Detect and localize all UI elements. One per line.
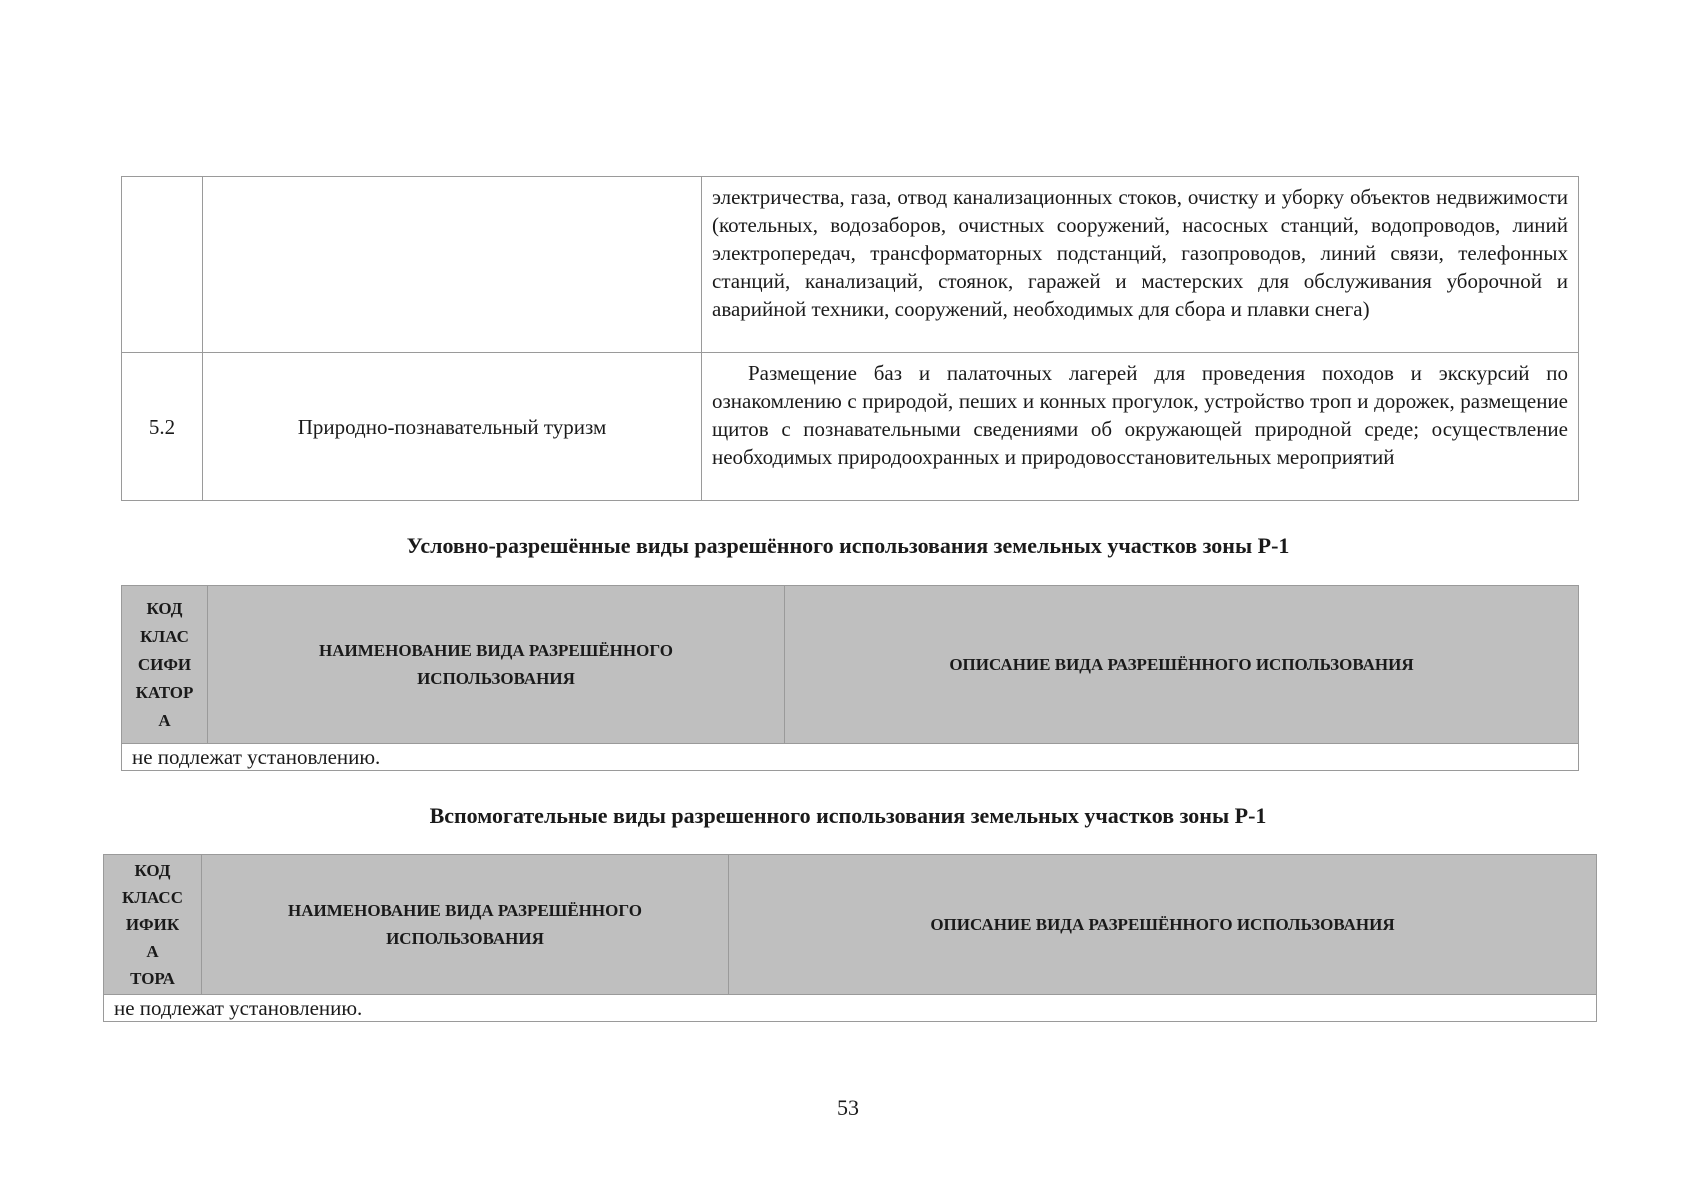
- name-column-header: НАИМЕНОВАНИЕ ВИДА РАЗРЕШЁННОГО ИСПОЛЬЗОВАНИЯ: [202, 855, 729, 995]
- header-line: КЛАС: [140, 626, 189, 646]
- conditional-uses-table: [121, 585, 1579, 771]
- header-line: КАТОР: [135, 682, 194, 702]
- header-line: КОД: [134, 861, 171, 880]
- code-cell: 5.2: [122, 353, 203, 501]
- header-line: ИФИК: [125, 915, 180, 934]
- header-line: А: [146, 942, 159, 961]
- name-column-header: НАИМЕНОВАНИЕ ВИДА РАЗРЕШЁННОГО ИСПОЛЬЗОВАНИЯ: [208, 586, 785, 744]
- auxiliary-uses-table: [103, 854, 1597, 1022]
- page-number: 53: [837, 1095, 859, 1120]
- note-cell: не подлежат установлению.: [104, 995, 1597, 1022]
- table-row: [104, 995, 1597, 1022]
- name-cell: [203, 177, 702, 353]
- table-row: [122, 177, 1579, 353]
- header-line: ТОРА: [130, 969, 175, 988]
- permitted-uses-table-continued: [121, 176, 1579, 501]
- note-cell: не подлежат установлению.: [122, 744, 1579, 771]
- table-header-row: [104, 855, 1597, 995]
- description-cell: электричества, газа, отвод канализационных стоков, очистку и уборку объектов недвижимости (котельных, водозаборов, очистных сооружений, насосных станций, водопроводов, линий электропередач, трансформаторных подстанций, газопроводов, линий связи, телефонных станций, канализаций, стоянок, гаражей и мастерских для обслуживания уборочной и аварийной техники, сооружений, необходимых для сбора и плавки снега): [702, 177, 1579, 353]
- code-column-header: [122, 586, 208, 744]
- auxiliary-uses-heading: Вспомогательные виды разрешенного использования земельных участков зоны Р-1: [429, 803, 1267, 828]
- table-header-row: [122, 586, 1579, 744]
- description-column-header: ОПИСАНИЕ ВИДА РАЗРЕШЁННОГО ИСПОЛЬЗОВАНИЯ: [729, 855, 1597, 995]
- description-column-header: ОПИСАНИЕ ВИДА РАЗРЕШЁННОГО ИСПОЛЬЗОВАНИЯ: [785, 586, 1579, 744]
- conditional-uses-heading: Условно-разрешённые виды разрешённого использования земельных участков зоны Р-1: [406, 533, 1290, 558]
- table-row: [122, 353, 1579, 501]
- description-cell: Размещение баз и палаточных лагерей для проведения походов и экскурсий по ознакомлению с природой, пеших и конных прогулок, устройство троп и дорожек, размещение щитов с познавательными сведениями об окружающей природной среде; осуществление необходимых природоохранных и природовосстановительных мероприятий: [702, 353, 1579, 501]
- table-row: [122, 744, 1579, 771]
- header-line: КОД: [146, 598, 183, 618]
- header-line: А: [158, 710, 171, 730]
- header-line: КЛАСС: [122, 888, 183, 907]
- code-column-header: [104, 855, 202, 995]
- name-cell: Природно-познавательный туризм: [203, 353, 702, 501]
- code-cell: [122, 177, 203, 353]
- header-line: СИФИ: [137, 654, 192, 674]
